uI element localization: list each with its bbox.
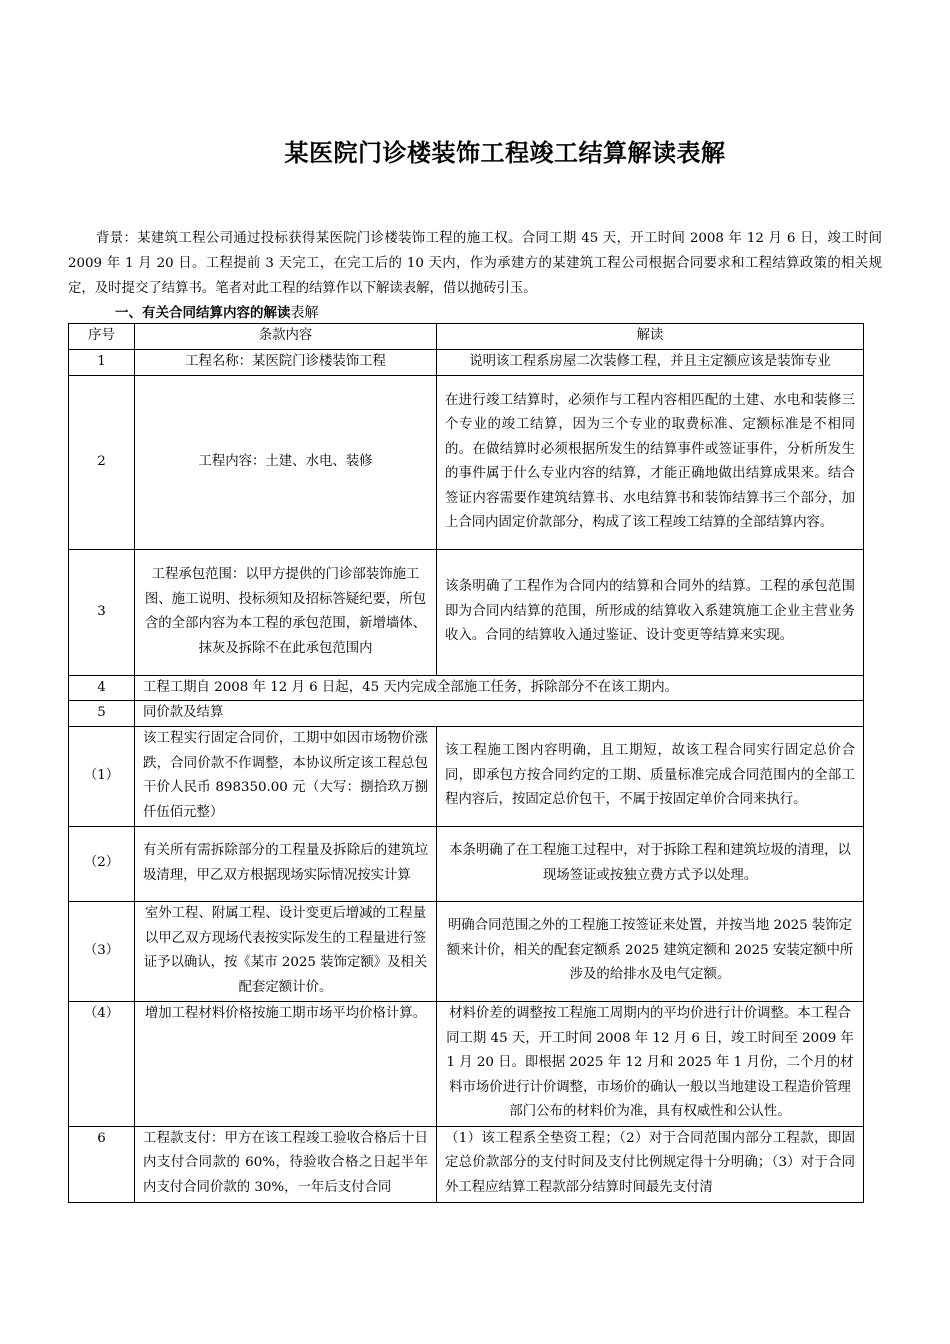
table-header-row xyxy=(69,324,864,350)
row-clause: 室外工程、附属工程、设计变更后增减的工程量以甲乙双方现场代表按实际发生的工程量进行签证予以确认，按《某市 2025 装饰定额》及相关配套定额计价。 xyxy=(135,901,437,1001)
row-note: 材料价差的调整按工程施工周期内的平均价进行计价调整。本工程合同工期 45 天，开工时间 2008 年 12 月 6 日，竣工时间至 2009 年 1 月 20 日。即根据 2025 年 12 月和 2025 年 1 月份，二个月的材料市场价进行计价调整，市场价的确认一般以当地建设工程造价管理部门公布的材料价为准，具有权威性和公认性。 xyxy=(437,1001,864,1126)
section-heading xyxy=(115,301,319,322)
row-merged: 同价款及结算 xyxy=(135,701,864,727)
table-row xyxy=(69,826,864,901)
section-heading-suffix: 表解 xyxy=(290,305,319,321)
page-title: 某医院门诊楼装饰工程竣工结算解读表解 xyxy=(284,139,726,167)
background-paragraph: 背景：某建筑工程公司通过投标获得某医院门诊楼装饰工程的施工权。合同工期 45 天，开工时间 2008 年 12 月 6 日，竣工时间 2009 年 1 月 20 日。工程提前 3 天完工，在完工后的 10 天内，作为承建方的某建筑工程公司根据合同要求和工程结算政策的相关规定，及时提交了结算书。笔者对此工程的结算作以下解读表解，借以抛砖引玉。 xyxy=(68,231,882,296)
row-no: 5 xyxy=(69,701,135,727)
row-note: 说明该工程系房屋二次装修工程，并且主定额应该是装饰专业 xyxy=(437,349,864,375)
row-clause: 该工程实行固定合同价，工期中如因市场物价涨跌，合同价款不作调整，本协议所定该工程总包干价人民币 898350.00 元（大写：捌拾玖万捌仟伍佰元整） xyxy=(135,726,437,826)
table-row xyxy=(69,375,864,549)
row-no: 2 xyxy=(69,375,135,549)
row-clause: 工程承包范围：以甲方提供的门诊部装饰施工图、施工说明、投标须知及招标答疑纪要，所包含的全部内容为本工程的承包范围，新增墙体、抹灰及拆除不在此承包范围内 xyxy=(135,549,437,675)
row-no: （3） xyxy=(69,901,135,1001)
row-note: 该条明确了工程作为合同内的结算和合同外的结算。工程的承包范围即为合同内结算的范围，所形成的结算收入系建筑施工企业主营业务收入。合同的结算收入通过鉴证、设计变更等结算来实现。 xyxy=(437,549,864,675)
table-row xyxy=(69,349,864,375)
row-no: 1 xyxy=(69,349,135,375)
row-no: （2） xyxy=(69,826,135,901)
row-no: 4 xyxy=(69,675,135,701)
row-clause: 增加工程材料价格按施工期市场平均价格计算。 xyxy=(135,1001,437,1126)
row-note: （1）该工程系全垫资工程；（2）对于合同范围内部分工程款，即固定总价款部分的支付时间及支付比例规定得十分明确；（3）对于合同外工程应结算工程款部分结算时间最先支付清 xyxy=(437,1126,864,1202)
row-note: 本条明确了在工程施工过程中，对于拆除工程和建筑垃圾的清理，以现场签证或按独立费方式予以处理。 xyxy=(437,826,864,901)
table-row xyxy=(69,726,864,826)
header-note: 解读 xyxy=(437,324,864,350)
row-no: 3 xyxy=(69,549,135,675)
row-no: （4） xyxy=(69,1001,135,1126)
row-note: 该工程施工图内容明确，且工期短，故该工程合同实行固定总价合同，即承包方按合同约定的工期、质量标准完成合同范围内的全部工程内容后，按固定总价包干，不属于按固定单价合同来执行。 xyxy=(437,726,864,826)
settlement-table xyxy=(68,323,864,1203)
row-clause: 有关所有需拆除部分的工程量及拆除后的建筑垃圾清理，甲乙双方根据现场实际情况按实计算 xyxy=(135,826,437,901)
header-clause: 条款内容 xyxy=(135,324,437,350)
table-row xyxy=(69,1126,864,1202)
row-note: 明确合同范围之外的工程施工按签证来处置，并按当地 2025 装饰定额来计价，相关的配套定额系 2025 建筑定额和 2025 安装定额中所涉及的给排水及电气定额。 xyxy=(437,901,864,1001)
row-clause: 工程内容：土建、水电、装修 xyxy=(135,375,437,549)
row-clause: 工程名称：某医院门诊楼装饰工程 xyxy=(135,349,437,375)
table-row xyxy=(69,675,864,701)
row-merged: 工程工期自 2008 年 12 月 6 日起，45 天内完成全部施工任务，拆除部分不在该工期内。 xyxy=(135,675,864,701)
header-no: 序号 xyxy=(69,324,135,350)
section-heading-bold: 一、有关合同结算内容的解读 xyxy=(115,305,291,321)
table-row xyxy=(69,549,864,675)
table-row xyxy=(69,901,864,1001)
row-no: （1） xyxy=(69,726,135,826)
row-clause: 工程款支付：甲方在该工程竣工验收合格后十日内支付合同款的 60%，待验收合格之日起半年内支付合同价款的 30%，一年后支付合同 xyxy=(135,1126,437,1202)
table-row xyxy=(69,1001,864,1126)
row-note: 在进行竣工结算时，必须作与工程内容相匹配的土建、水电和装修三个专业的竣工结算，因为三个专业的取费标准、定额标准是不相同的。在做结算时必须根据所发生的结算事件或签证事件，分析所发生的事件属于什么专业内容的结算，才能正确地做出结算成果来。结合签证内容需要作建筑结算书、水电结算书和装饰结算书三个部分，加上合同内固定价款部分，构成了该工程竣工结算的全部结算内容。 xyxy=(437,375,864,549)
table-row xyxy=(69,701,864,727)
row-no: 6 xyxy=(69,1126,135,1202)
